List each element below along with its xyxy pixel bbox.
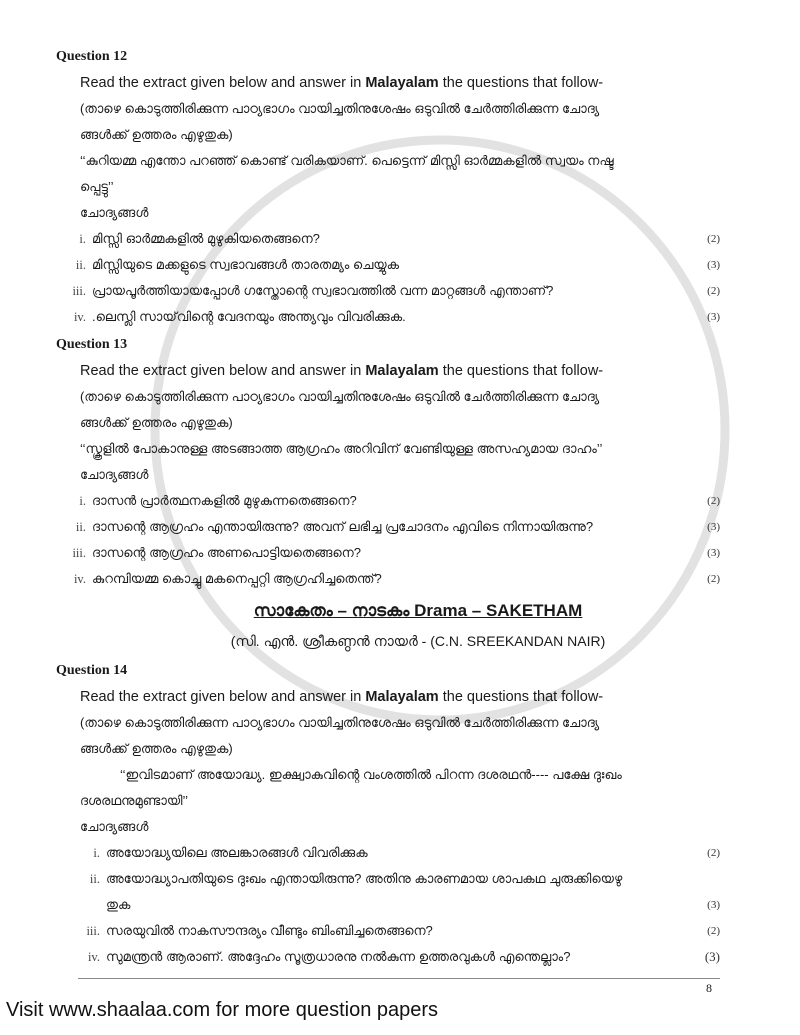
q13-item-2-marks: (3) — [707, 521, 720, 533]
q13-quote-1: ‘‘സ്കൂളിൽ പോകാനുള്ള അടങ്ങാത്ത ആഗ്രഹം അറിവിന് വേണ്ടിയുള്ള അസഹ്യമായ ദാഹം’’ — [80, 441, 603, 456]
q12-ml-instruction-1: (താഴെ കൊടുത്തിരിക്കുന്ന പാഠ്യഭാഗം വായിച്ചതിനുശേഷം ഒടുവിൽ ചേർത്തിരിക്കുന്ന ചോദ്യ — [80, 101, 600, 116]
q12-item-1 — [56, 226, 720, 252]
q13-ml-instruction-1: (താഴെ കൊടുത്തിരിക്കുന്ന പാഠ്യഭാഗം വായിച്ചതിനുശേഷം ഒടുവിൽ ചേർത്തിരിക്കുന്ന ചോദ്യ — [80, 389, 600, 404]
item-number: ii. — [75, 258, 86, 272]
q14-item-1-marks: (2) — [707, 847, 720, 859]
item-number: ii. — [89, 872, 100, 886]
item-number: iii. — [86, 924, 100, 938]
item-text: സരയുവിൽ നാകസൗന്ദര്യം വീണ്ടും ബിംബിച്ചതെങ്ങനെ? — [106, 923, 433, 938]
instr-bold: Malayalam — [365, 363, 439, 379]
page-number: 8 — [706, 981, 712, 995]
item-text: പ്രായപൂർത്തിയായപ്പോൾ ഗസ്തോന്റെ സ്വഭാവത്തിൽ വന്ന മാറ്റങ്ങൾ എന്താണ്? — [92, 283, 554, 298]
question-13-heading: Question 13 — [56, 337, 128, 352]
q13-item-4-marks: (2) — [707, 573, 720, 585]
q13-questions-label: ചോദ്യങ്ങൾ — [80, 467, 149, 482]
q14-item-2-marks: (3) — [707, 899, 720, 911]
item-text: ദാസൻ പ്രാർത്ഥനകളിൽ മുഴുകുന്നതെങ്ങനെ? — [92, 493, 357, 508]
q14-quote-2: ദശരഥനുമുണ്ടായി’’ — [80, 793, 188, 808]
q14-quote-1: ‘‘ഇവിടമാണ് അയോദ്ധ്യ. ഇക്ഷ്വാകുവിന്റെ വംശത്തിൽ പിറന്ന ദശരഥൻ---- പക്ഷേ ദുഃഖം — [120, 767, 622, 782]
item-text: സുമന്ത്രൻ ആരാണ്. അദ്ദേഹം സൂത്രധാരനു നൽകുന്ന ഉത്തരവുകൾ എന്തെല്ലാം? — [106, 949, 571, 964]
instr-text: the questions that follow- — [438, 75, 604, 91]
section-title: സാകേതം – നാടകം Drama – SAKETHAM — [253, 601, 583, 620]
q12-ml-instruction-2: ങ്ങൾക്ക് ഉത്തരം എഴുതുക) — [80, 127, 233, 142]
item-text: ദാസന്റെ ആഗ്രഹം എന്തായിരുന്നു? അവന് ലഭിച്ച പ്രചോദനം എവിടെ നിന്നായിരുന്നു? — [92, 519, 594, 534]
item-text: അയോദ്ധ്യാപതിയുടെ ദുഃഖം എന്തായിരുന്നു? അതിനു കാരണമായ ശാപകഥ ചുരുക്കിയെഴു — [106, 871, 623, 886]
q12-quote-1: ‘‘കുറിയമ്മ എന്തോ പറഞ്ഞ് കൊണ്ട് വരികയാണ്. പെട്ടെന്ന് മിസ്സി ഓർമ്മകളിൽ സ്വയം നഷ്ട — [80, 153, 614, 168]
item-number: iii. — [72, 284, 86, 298]
instr-text: the questions that follow- — [438, 689, 604, 705]
item-number: ii. — [75, 520, 86, 534]
q12-item-2-marks: (3) — [707, 259, 720, 271]
q13-item-1-marks: (2) — [707, 495, 720, 507]
q14-item-4 — [56, 944, 720, 970]
q14-item-3 — [56, 918, 720, 944]
q12-item-1-marks: (2) — [707, 233, 720, 245]
question-14-heading: Question 14 — [56, 663, 128, 678]
instr-bold: Malayalam — [365, 689, 439, 705]
q14-item-2 — [56, 866, 720, 892]
q13-instruction — [56, 358, 720, 384]
q13-item-3-marks: (3) — [707, 547, 720, 559]
item-number: iv. — [73, 310, 86, 324]
q12-item-4 — [56, 304, 720, 330]
footer-link-text[interactable]: Visit www.shaalaa.com for more question papers — [6, 999, 439, 1021]
item-text: മിസ്സി ഓർമ്മകളിൽ മുഴുകിയതെങ്ങനെ? — [92, 231, 320, 246]
q12-item-3 — [56, 278, 720, 304]
q13-item-2 — [56, 514, 720, 540]
q14-item-2-cont: തുക — [106, 897, 131, 912]
q12-item-4-marks: (3) — [707, 311, 720, 323]
item-text: മിസ്സിയുടെ മക്കളുടെ സ്വഭാവങ്ങൾ താരതമ്യം ചെയ്യുക — [92, 257, 400, 272]
item-text: അയോദ്ധ്യയിലെ അലങ്കാരങ്ങൾ വിവരിക്കുക — [106, 845, 368, 860]
item-number: i. — [79, 494, 86, 508]
instr-text: Read the extract given below and answer in — [80, 363, 366, 379]
item-text: കുറമ്പിയമ്മ കൊച്ചു മകനെപ്പറ്റി ആഗ്രഹിച്ചതെന്ത്? — [92, 571, 382, 586]
instr-text: the questions that follow- — [438, 363, 604, 379]
q12-quote-2: പ്പെട്ടു’’ — [80, 179, 114, 194]
q14-item-4-marks: (3) — [704, 949, 720, 964]
q13-ml-instruction-2: ങ്ങൾക്ക് ഉത്തരം എഴുതുക) — [80, 415, 233, 430]
q13-item-1 — [56, 488, 720, 514]
q14-item-3-marks: (2) — [707, 925, 720, 937]
item-number: i. — [93, 846, 100, 860]
q14-instruction — [56, 684, 720, 710]
item-number: iii. — [72, 546, 86, 560]
q14-item-2-cont-row — [56, 892, 720, 918]
q14-questions-label: ചോദ്യങ്ങൾ — [80, 819, 149, 834]
q12-instruction — [56, 70, 720, 96]
q13-item-3 — [56, 540, 720, 566]
instr-text: Read the extract given below and answer in — [80, 689, 366, 705]
item-text: ദാസന്റെ ആഗ്രഹം അണപൊട്ടിയതെങ്ങനെ? — [92, 545, 361, 560]
item-number: i. — [79, 232, 86, 246]
instr-bold: Malayalam — [365, 75, 439, 91]
q14-ml-instruction-2: ങ്ങൾക്ക് ഉത്തരം എഴുതുക) — [80, 741, 233, 756]
q12-item-3-marks: (2) — [707, 285, 720, 297]
q12-item-2 — [56, 252, 720, 278]
section-author: (സി. എൻ. ശ്രീകണ്ഠൻ നായർ - (C.N. SREEKANDAN NAIR) — [230, 633, 606, 649]
q14-ml-instruction-1: (താഴെ കൊടുത്തിരിക്കുന്ന പാഠ്യഭാഗം വായിച്ചതിനുശേഷം ഒടുവിൽ ചേർത്തിരിക്കുന്ന ചോദ്യ — [80, 715, 600, 730]
item-number: iv. — [73, 572, 86, 586]
q14-item-1 — [56, 840, 720, 866]
instr-text: Read the extract given below and answer in — [80, 75, 366, 91]
item-number: iv. — [87, 950, 100, 964]
question-12-heading: Question 12 — [56, 49, 128, 64]
q13-item-4 — [56, 566, 720, 592]
item-text: .ലെസ്ലി സായ്‌വിന്റെ വേദനയും അന്ത്യവും വിവരിക്കുക. — [92, 309, 406, 324]
q12-questions-label: ചോദ്യങ്ങൾ — [80, 205, 149, 220]
